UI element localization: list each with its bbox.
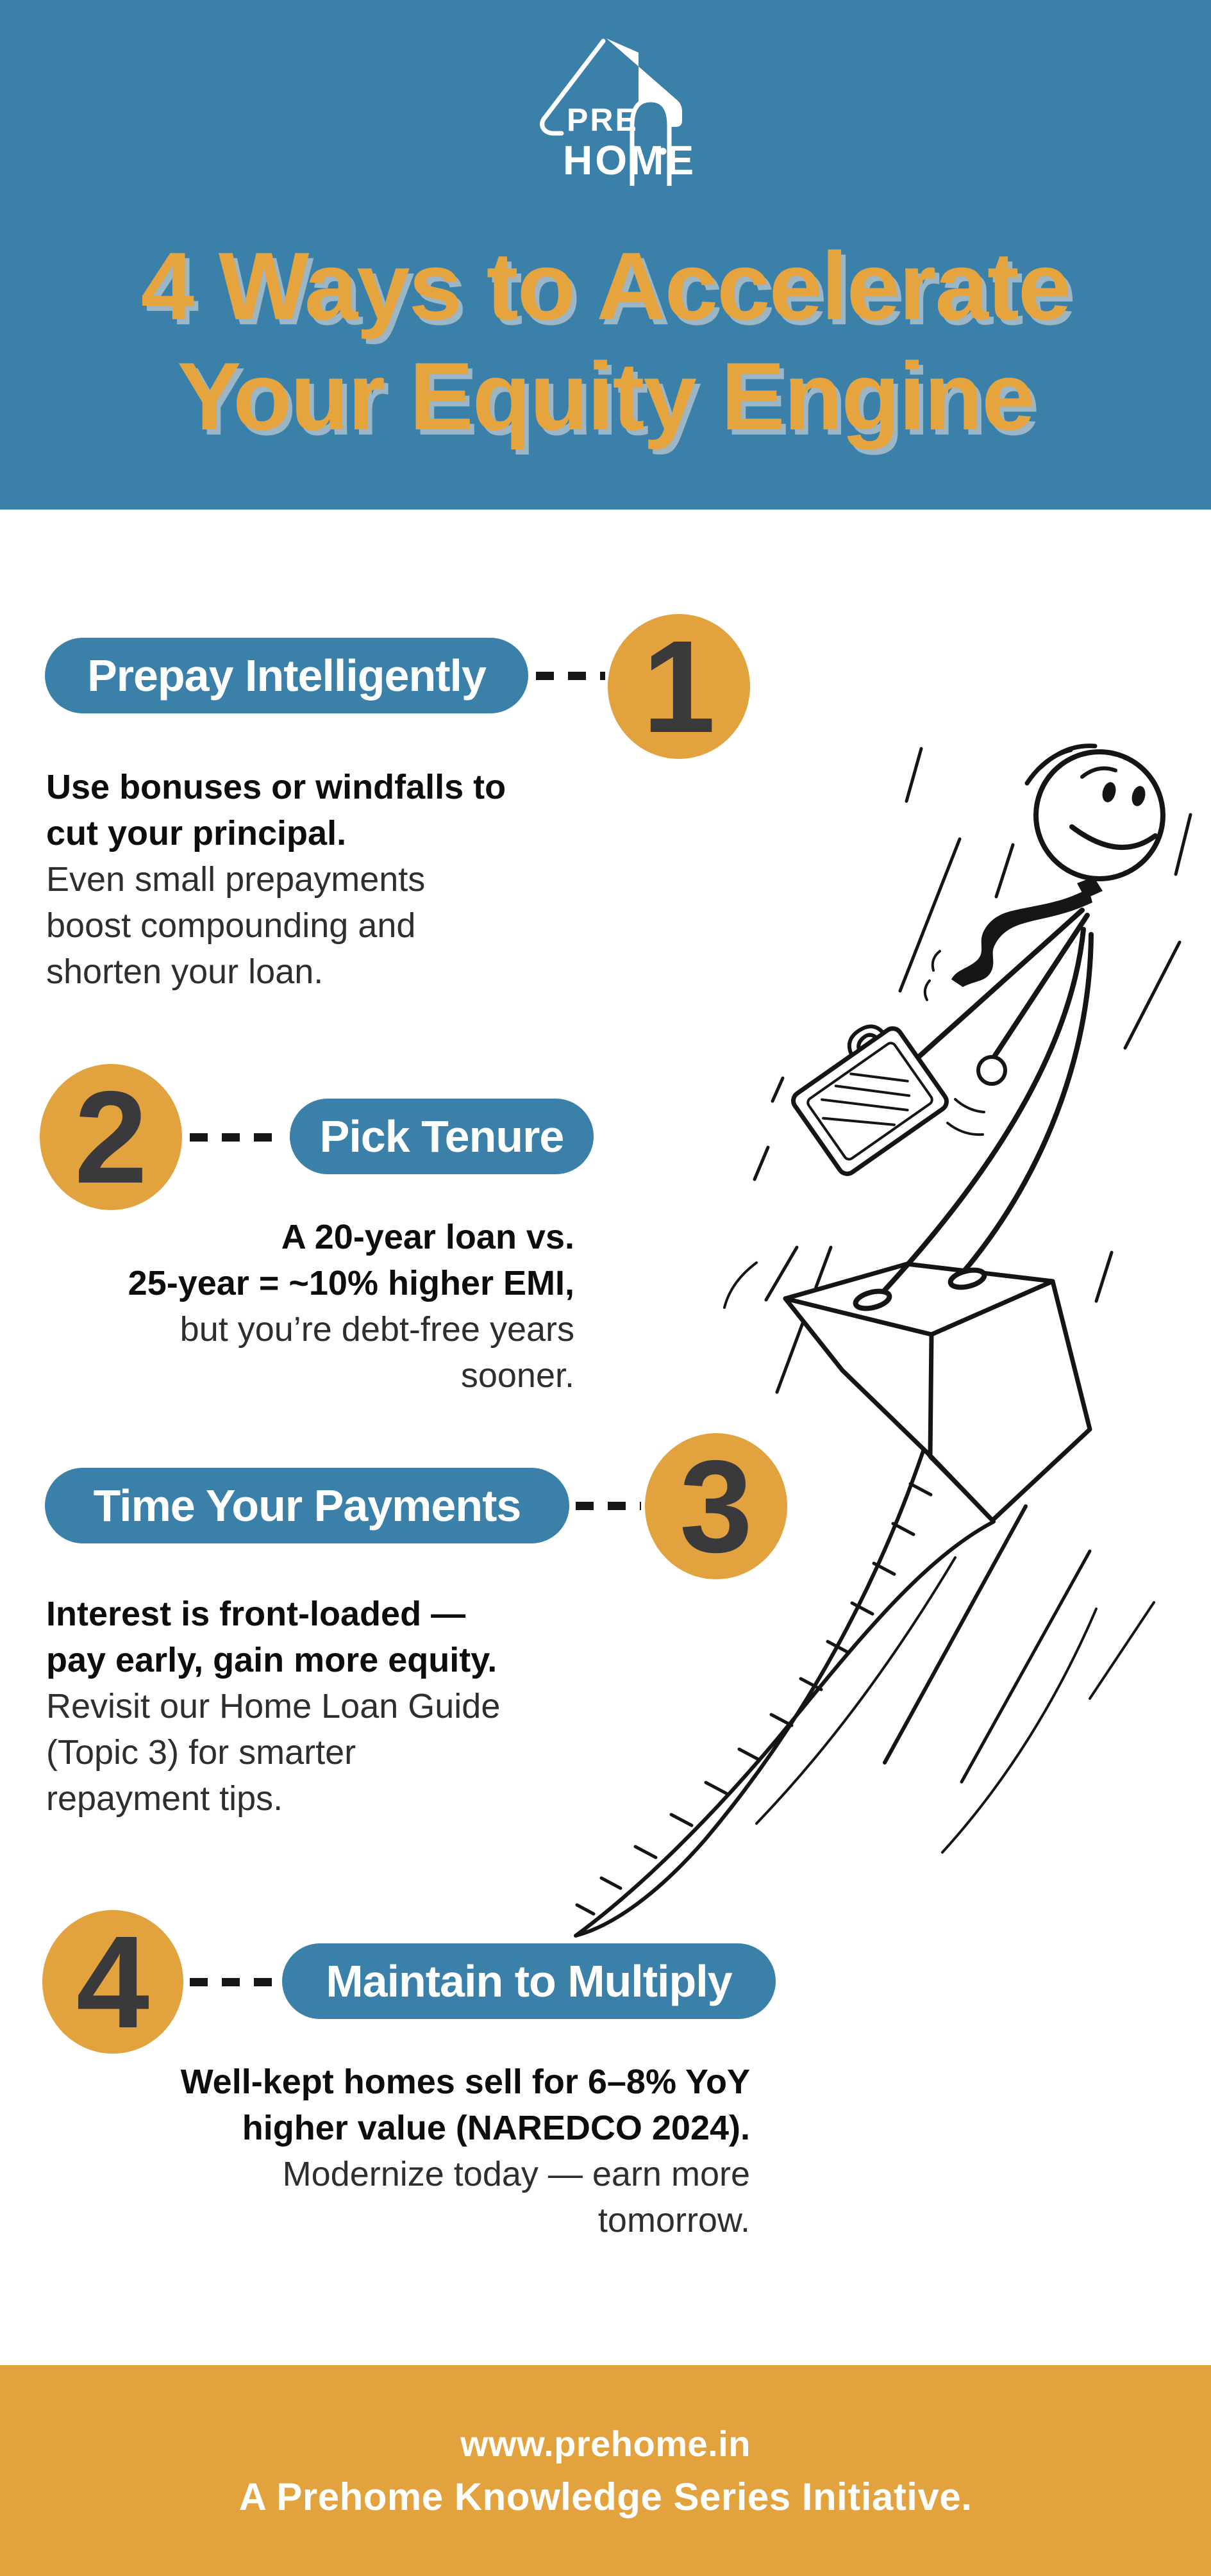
dashed-connector-1: [536, 672, 605, 680]
description-line: pay early, gain more equity.: [46, 1641, 497, 1679]
description-line: sooner.: [460, 1356, 574, 1395]
website-link[interactable]: www.prehome.in: [460, 2423, 751, 2464]
step-3-label: Time Your Payments: [93, 1481, 521, 1531]
step-4-number: 4: [76, 1908, 149, 2056]
page-title-line1: 4 Ways to Accelerate: [140, 232, 1071, 340]
step-4-label: Maintain to Multiply: [326, 1956, 732, 2006]
prehome-logo: [509, 12, 701, 213]
step-1-number: 1: [642, 613, 715, 760]
description-line: but you’re debt-free years: [180, 1310, 574, 1349]
hand-fist: [978, 1057, 1005, 1084]
dashed-connector-4: [190, 1978, 286, 1986]
description-line: Well-kept homes sell for 6–8% YoY: [180, 2063, 750, 2101]
step-1-label: Prepay Intelligently: [87, 651, 486, 701]
footer-banner: [0, 2365, 1211, 2576]
description-line: 25-year = ~10% higher EMI,: [128, 1264, 574, 1302]
step-4-pill: [282, 1943, 776, 2019]
description-line: higher value (NAREDCO 2024).: [242, 2109, 750, 2147]
step-2-label: Pick Tenure: [319, 1111, 564, 1161]
step-3-pill: [45, 1468, 569, 1543]
dashed-connector-3: [576, 1502, 641, 1510]
step-1-pill: [45, 638, 528, 713]
step-3-number-badge: [645, 1433, 787, 1579]
dashed-connector-2: [190, 1133, 286, 1142]
step-2-pill: [290, 1099, 594, 1174]
step-1-number-badge: [608, 614, 750, 759]
description-line: Modernize today — earn more: [282, 2155, 750, 2193]
description-line: Interest is front-loaded —: [46, 1595, 466, 1633]
step-1-description: [46, 764, 597, 995]
step-2-number: 2: [74, 1063, 147, 1211]
speed-lines: [755, 749, 1190, 1782]
step-2-number-badge: [40, 1064, 182, 1210]
description-line: boost compounding and: [46, 906, 416, 945]
logo-text-pre: PRE: [567, 102, 639, 138]
description-line: Even small prepayments: [46, 860, 426, 899]
header-banner: [0, 0, 1211, 510]
page-title-line2: Your Equity Engine: [177, 342, 1034, 450]
flying-businessman-illustration: [545, 699, 1211, 1942]
description-line: Revisit our Home Loan Guide: [46, 1687, 501, 1725]
stick-figure-head: [1027, 746, 1163, 879]
step-3-description: [46, 1591, 597, 1822]
footer-tagline: A Prehome Knowledge Series Initiative.: [238, 2475, 973, 2518]
description-line: A 20-year loan vs.: [281, 1218, 574, 1256]
description-line: cut your principal.: [46, 814, 347, 852]
step-4-description: [45, 2059, 750, 2243]
briefcase-icon: [781, 1012, 950, 1177]
step-4-number-badge: [42, 1910, 183, 2054]
description-line: tomorrow.: [597, 2201, 750, 2239]
step-3-number: 3: [679, 1433, 753, 1580]
description-line: repayment tips.: [46, 1779, 283, 1818]
page-title: [0, 231, 1211, 451]
logo-text-home: HOME: [563, 137, 696, 183]
description-line: Use bonuses or windfalls to: [46, 768, 506, 806]
description-line: (Topic 3) for smarter: [46, 1733, 356, 1772]
step-2-description: [38, 1214, 574, 1399]
description-line: shorten your loan.: [46, 952, 324, 991]
